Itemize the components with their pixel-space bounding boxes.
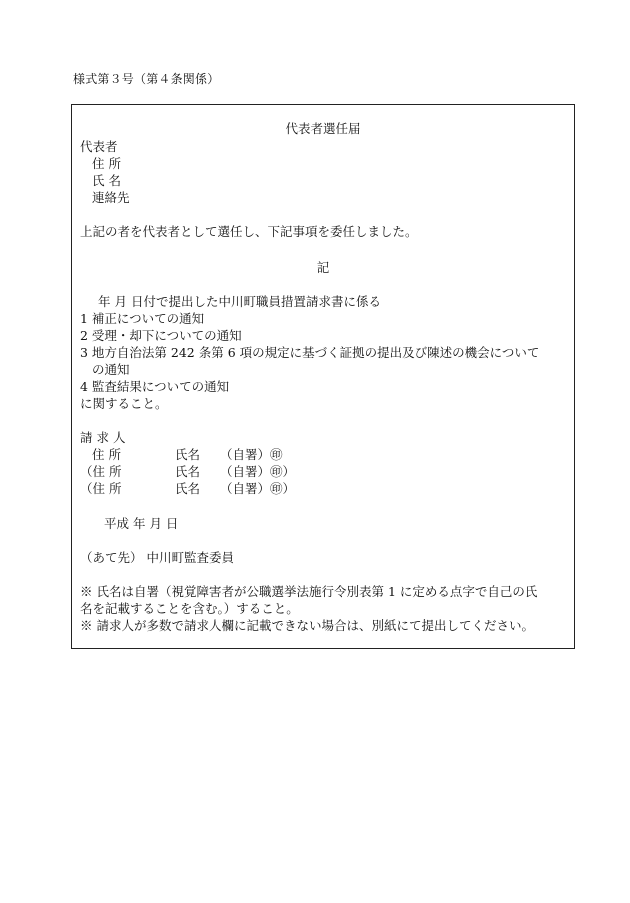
representative-address-label: 住 所 <box>92 156 121 171</box>
claimant-name-label: 氏名 <box>175 464 201 479</box>
representative-contact-label: 連絡先 <box>92 190 130 205</box>
claimant-address-label: （住 所 <box>80 481 122 496</box>
delegation-statement: 上記の者を代表者として選任し、下記事項を委任しました。 <box>80 224 418 239</box>
claimant-name-label: 氏名 <box>175 447 201 462</box>
form-frame <box>71 104 575 649</box>
note-1-continued: 名を記載することを含む。）すること。 <box>80 601 299 616</box>
item-3-continued: の通知 <box>92 362 130 377</box>
note-2: ※ 請求人が多数で請求人欄に記載できない場合は、別紙にて提出してください。 <box>80 618 534 633</box>
item-1: 1 補正についての通知 <box>80 311 205 326</box>
request-intro: 年 月 日付で提出した中川町職員措置請求書に係る <box>98 294 381 309</box>
claimant-signature-label: （自署）㊞） <box>220 481 296 496</box>
representative-heading: 代表者 <box>80 139 118 154</box>
claimant-signature-label: （自署）㊞ <box>220 447 283 462</box>
item-3: 3 地方自治法第 242 条第 6 項の規定に基づく証拠の提出及び陳述の機会について <box>80 345 540 360</box>
submission-date: 平成 年 月 日 <box>104 516 179 531</box>
representative-name-label: 氏 名 <box>92 173 121 188</box>
item-2: 2 受理・却下についての通知 <box>80 328 242 343</box>
claimants-heading: 請 求 人 <box>80 430 126 445</box>
form-title: 代表者選任届 <box>285 121 361 136</box>
addressee: （あて先） 中川町監査委員 <box>80 550 234 565</box>
item-4: 4 監査結果についての通知 <box>80 379 230 394</box>
claimant-signature-label: （自署）㊞） <box>220 464 296 479</box>
claimant-address-label: 住 所 <box>92 447 121 462</box>
claimant-address-label: （住 所 <box>80 464 122 479</box>
claimant-name-label: 氏名 <box>175 481 201 496</box>
ki-heading: 記 <box>316 260 330 275</box>
items-closing: に関すること。 <box>80 396 168 411</box>
form-number-label: 様式第３号（第４条関係） <box>73 72 220 86</box>
note-1: ※ 氏名は自署（視覚障害者が公職選挙法施行令別表第 1 に定める点字で自己の氏 <box>80 584 538 599</box>
